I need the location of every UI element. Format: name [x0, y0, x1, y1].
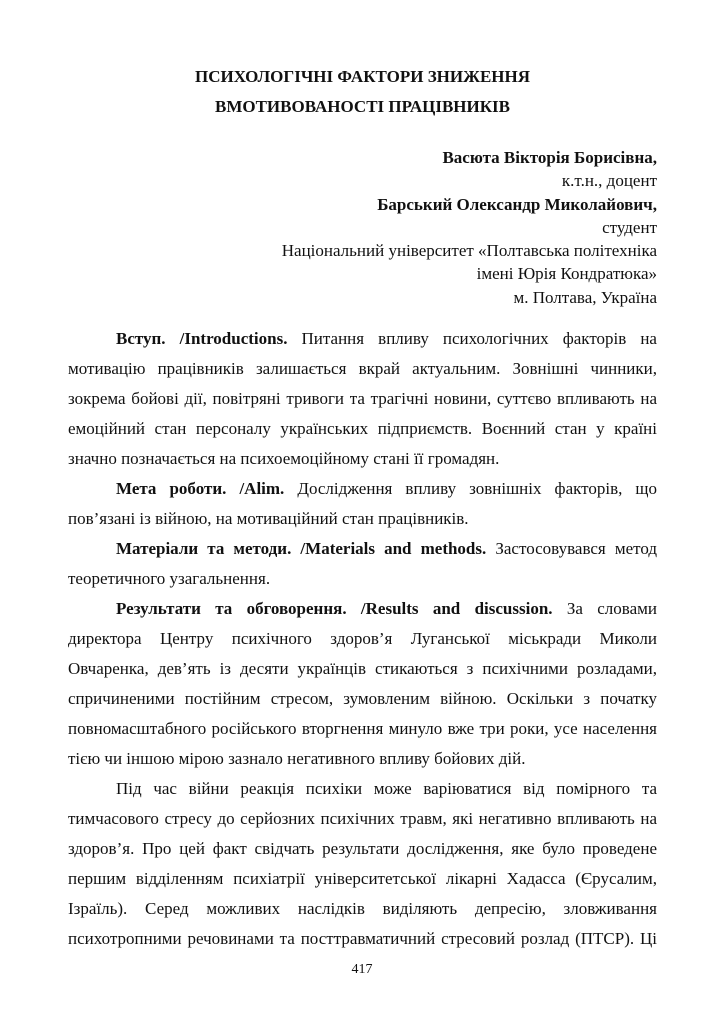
paragraph-line: Мета роботи. /Alim. Дослідження впливу зовнішніх факторів, що	[116, 479, 658, 498]
author-block	[282, 146, 657, 309]
author-1-role: к.т.н., доцент	[561, 171, 657, 191]
section-label-introduction: Вступ. /Introductions.	[116, 329, 288, 348]
affiliation-line-3: м. Полтава, Україна	[513, 287, 657, 307]
paragraph-line: пов’язані із війною, на мотиваційний стан працівників.	[68, 509, 469, 528]
paragraph-line: першим відділенням психіатрії університетської лікарні Хадасса (Єрусалим,	[68, 869, 657, 888]
paper-title	[68, 62, 657, 122]
paragraph-war-reaction	[68, 774, 657, 954]
paragraph-line: Ізраїль). Серед можливих наслідків виділяють депресію, зловживання	[68, 899, 657, 918]
paragraph-line: значно позначається на психоемоційному стані її громадян.	[68, 449, 500, 468]
paragraph-line: Матеріали та методи. /Materials and methods. Застосовувався метод	[116, 539, 658, 558]
section-methods	[68, 534, 657, 594]
title-line-2: ВМОТИВОВАНОСТІ ПРАЦІВНИКІВ	[214, 97, 511, 116]
section-results	[68, 594, 657, 774]
paragraph-line: здоров’я. Про цей факт свідчать результати дослідження, яке було проведене	[68, 839, 657, 858]
paragraph-line: зокрема бойові дії, повітряні тривоги та трагічні новини, суттєво впливають на	[68, 389, 657, 408]
author-2-role: студент	[602, 217, 657, 237]
author-2-name: Барський Олександр Миколайович,	[377, 194, 657, 214]
paragraph-line: емоційний стан персоналу українських підприємств. Воєнний стан у країні	[68, 419, 657, 438]
paragraph-line: директора Центру психічного здоров’я Луганської міськради Миколи	[68, 629, 657, 648]
paragraph-line: Результати та обговорення. /Results and discussion. За словами	[116, 599, 657, 618]
section-introduction	[68, 324, 657, 474]
page-number: 417	[351, 962, 373, 977]
paragraph-line: тимчасового стресу до серйозних психічних травм, які негативно впливають на	[68, 809, 657, 828]
paragraph-line: мотивацію працівників залишається вкрай актуальним. Зовнішні чинники,	[68, 359, 657, 378]
paragraph-line: повномасштабного російського вторгнення минуло вже три роки, усе населення	[68, 719, 657, 738]
affiliation-line-2: імені Юрія Кондратюка»	[476, 264, 657, 284]
section-label-aim: Мета роботи. /Alim.	[116, 479, 285, 498]
affiliation-line-1: Національний університет «Полтавська політехніка	[281, 241, 657, 261]
paragraph-line: психотропними речовинами та посттравматичний стресовий розлад (ПТСР). Ці	[68, 929, 657, 948]
paragraph-line: Під час війни реакція психіки може варіюватися від помірного та	[116, 779, 657, 798]
paragraph-line: Овчаренка, дев’ять із десяти українців стикаються з психічними розладами,	[68, 659, 657, 678]
section-label-results: Результати та обговорення. /Results and discussion.	[116, 599, 553, 618]
body-text	[68, 324, 657, 954]
paragraph-line: Вступ. /Introductions. Питання впливу психологічних факторів на	[116, 329, 657, 348]
paragraph-line: тією чи іншою мірою зазнало негативного впливу бойових дій.	[68, 749, 526, 768]
author-1-name: Васюта Вікторія Борисівна,	[442, 148, 657, 167]
title-line-1: ПСИХОЛОГІЧНІ ФАКТОРИ ЗНИЖЕННЯ	[194, 67, 531, 86]
paragraph-line: спричиненими постійним стресом, зумовленим війною. Оскільки з початку	[68, 689, 657, 708]
section-aim	[68, 474, 657, 534]
paragraph-line: теоретичного узагальнення.	[68, 569, 271, 588]
section-label-methods: Матеріали та методи. /Materials and methods.	[116, 539, 487, 558]
